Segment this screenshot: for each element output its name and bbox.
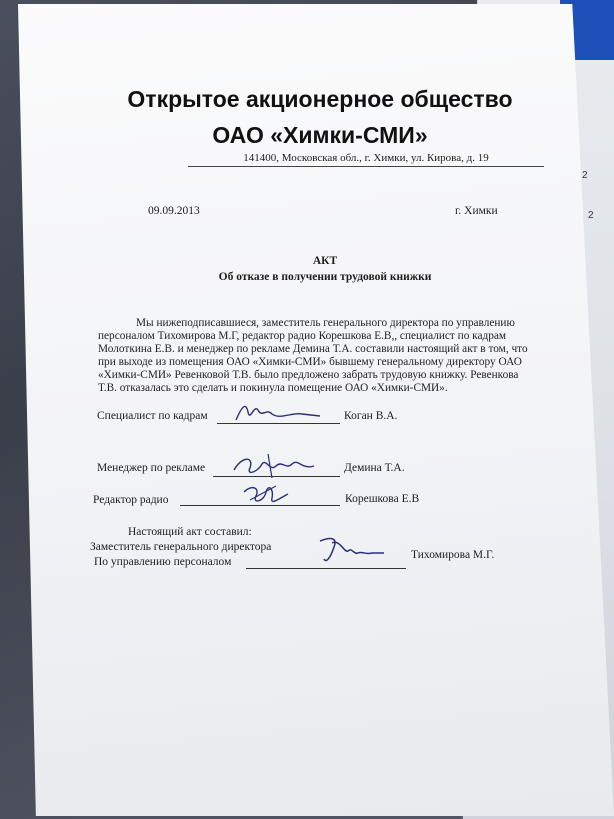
document-date: 09.09.2013 <box>148 205 200 217</box>
signature-label-hr: Специалист по кадрам <box>97 410 208 422</box>
handwritten-signature-2 <box>228 450 320 480</box>
compiler-name: Тихомирова М.Г. <box>411 549 495 561</box>
signatory-name-advertising: Демина Т.А. <box>344 462 405 474</box>
body-line: при выходе из помещения ОАО «Химки-СМИ» бывшему генеральному директору ОАО <box>98 356 522 368</box>
signature-label-radio: Редактор радио <box>93 494 169 506</box>
signature-line <box>246 568 406 569</box>
body-line: Т.В. отказалась это сделать и покинула помещение ОАО «Химки-СМИ». <box>98 382 448 394</box>
handwritten-signature-1 <box>232 398 324 426</box>
side-mark: 2 <box>582 170 588 181</box>
body-line: Молоткина Е.В. и менеджер по рекламе Демина Т.А. составили настоящий акт в том, что <box>98 343 528 355</box>
org-name: Открытое акционерное общество <box>127 86 513 112</box>
act-title: АКТ <box>312 255 338 267</box>
signatory-name-radio: Корешкова Е.В <box>345 493 420 505</box>
signature-label-advertising: Менеджер по рекламе <box>97 462 206 474</box>
compiler-intro: Настоящий акт составил: <box>128 526 252 538</box>
compiler-position-line1: Заместитель генерального директора <box>90 541 272 553</box>
org-short-name: ОАО «Химки-СМИ» <box>212 122 428 148</box>
compiler-position-line2: По управлению персоналом <box>94 556 232 568</box>
handwritten-signature-4 <box>310 533 386 567</box>
document-city: г. Химки <box>455 205 498 217</box>
org-address: 141400, Московская обл., г. Химки, ул. Кирова, д. 19 <box>188 152 544 167</box>
signatory-name-hr: Коган В.А. <box>344 410 398 422</box>
act-subtitle: Об отказе в получении трудовой книжки <box>218 271 432 283</box>
body-line: Мы нижеподписавшиеся, заместитель генерального директора по управлению <box>136 317 515 329</box>
body-line: «Химки-СМИ» Ревенковой Т.В. было предложено забрать трудовую книжку. Ревенкова <box>98 369 519 381</box>
side-mark: 2 <box>588 210 594 221</box>
handwritten-signature-3 <box>236 478 296 508</box>
body-line: персоналом Тихомирова М.Г, редактор радио Корешкова Е.В,, специалист по кадрам <box>98 330 507 342</box>
